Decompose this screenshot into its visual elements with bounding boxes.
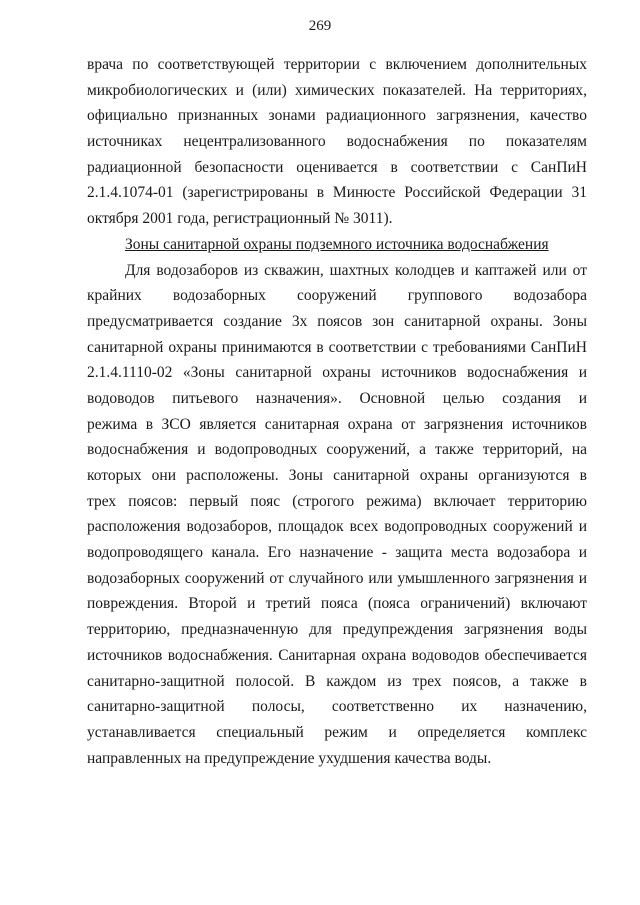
text-line: санитарной охраны принимаются в соответствии с требованиями СанПиН	[87, 338, 587, 356]
text-line: источников водоснабжения. Санитарная охрана водоводов обеспечивается	[87, 646, 587, 664]
text-line: санитарно-защитной полосой. В каждом из трех поясов, а также в	[87, 672, 587, 690]
text-line: устанавливается специальный режим и определяется комплекс	[87, 723, 587, 741]
text-line: 2.1.4.1110-02 «Зоны санитарной охраны источников водоснабжения и	[87, 364, 587, 382]
text-line: октября 2001 года, регистрационный № 3011).	[87, 210, 393, 228]
text-line: водоснабжения и водопроводных сооружений, а также территорий, на	[87, 441, 587, 459]
text-line: Для водозаборов из скважин, шахтных колодцев и каптажей или от	[125, 261, 587, 279]
text-line: микробиологических и (или) химических показателей. На территориях,	[87, 81, 587, 99]
page-number: 269	[308, 18, 332, 34]
text-line: 2.1.4.1074-01 (зарегистрированы в Минюсте Российской Федерации 31	[87, 184, 587, 202]
text-line: направленных на предупреждение ухудшения качества воды.	[87, 749, 492, 767]
paragraph-1	[87, 52, 587, 232]
text-line: повреждения. Второй и третий пояса (пояса ограничений) включают	[87, 595, 587, 613]
section-heading: Зоны санитарной охраны подземного источника водоснабжения	[125, 235, 549, 253]
text-line: врача по соответствующей территории с включением дополнительных	[87, 56, 587, 73]
text-line: расположения водозаборов, площадок всех водопроводных сооружений и	[87, 518, 587, 536]
text-line: предусматривается создание 3х поясов зон санитарной охраны. Зоны	[87, 312, 587, 330]
text-line: официально признанных зонами радиационного загрязнения, качество	[87, 107, 587, 125]
text-line: водопроводящего канала. Его назначение - защита места водозабора и	[87, 544, 587, 562]
paragraph-2	[87, 258, 587, 772]
text-line: которых они расположены. Зоны санитарной охраны организуются в	[87, 467, 587, 484]
text-line: крайних водозаборных сооружений группового водозабора	[87, 287, 587, 305]
text-line: режима в ЗСО является санитарная охрана от загрязнения источников	[87, 415, 587, 433]
text-line: территорию, предназначенную для предупреждения загрязнения воды	[87, 621, 587, 639]
text-line: трех поясов: первый пояс (строгого режима) включает территорию	[87, 492, 587, 510]
document-body	[87, 52, 587, 771]
text-line: источниках нецентрализованного водоснабжения по показателям	[87, 133, 587, 151]
text-line: водоводов питьевого назначения». Основной целью создания и	[87, 389, 587, 407]
text-line: радиационной безопасности оценивается в соответствии с СанПиН	[87, 158, 587, 176]
text-line: санитарно-защитной полосы, соответственно их назначению,	[87, 698, 587, 716]
text-line: водозаборных сооружений от случайного или умышленного загрязнения и	[87, 569, 587, 587]
